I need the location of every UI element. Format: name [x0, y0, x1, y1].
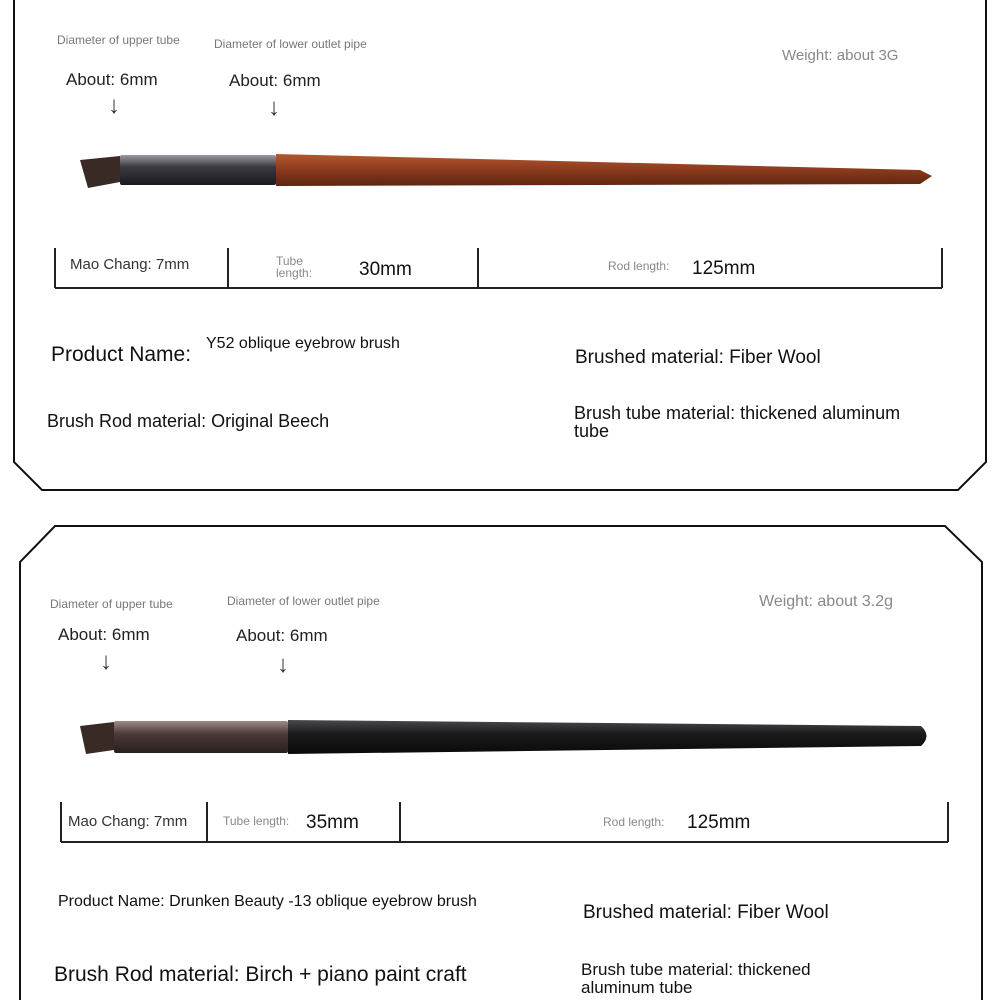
- p2-weight: Weight: about 3.2g: [759, 593, 894, 610]
- brush-2-ferrule: [114, 721, 288, 753]
- p2-rod-length-label: Rod length:: [603, 815, 665, 829]
- brush-2-image: [76, 712, 946, 764]
- p1-lower-pipe-label: Diameter of lower outlet pipe: [214, 37, 367, 51]
- p2-rod-material: Brush Rod material: Birch + piano paint craft: [54, 963, 467, 986]
- p1-tube-material: Brush tube material: thickened aluminum tube: [574, 403, 901, 441]
- panel-2-measure-bar: [61, 802, 948, 842]
- p1-upper-arrow-icon: ↓: [108, 92, 120, 119]
- p1-rod-length-value: 125mm: [692, 258, 756, 279]
- brush-1-image: [70, 140, 940, 200]
- p2-upper-tube-label: Diameter of upper tube: [50, 597, 173, 611]
- p2-mao-chang: Mao Chang: 7mm: [68, 813, 188, 830]
- brush-2-bristles: [80, 722, 114, 754]
- p1-mao-chang: Mao Chang: 7mm: [70, 256, 190, 273]
- p2-tube-length-label: Tube length:: [223, 814, 290, 828]
- p2-lower-pipe-value: About: 6mm: [236, 626, 328, 645]
- p1-brushed-material: Brushed material: Fiber Wool: [575, 347, 821, 368]
- p1-upper-tube-label: Diameter of upper tube: [57, 33, 180, 47]
- brush-1-ferrule: [120, 155, 276, 185]
- brush-1-handle: [276, 154, 932, 186]
- p2-tube-length-value: 35mm: [306, 812, 359, 833]
- brush-1-bristles: [80, 156, 120, 188]
- p2-upper-tube-value: About: 6mm: [58, 625, 150, 644]
- p1-weight: Weight: about 3G: [782, 47, 899, 64]
- brush-2-handle: [288, 720, 927, 754]
- p1-upper-tube-value: About: 6mm: [66, 70, 158, 89]
- p2-upper-arrow-icon: ↓: [100, 648, 112, 675]
- p2-lower-pipe-label: Diameter of lower outlet pipe: [227, 594, 380, 608]
- p1-tube-length-label: Tube length:: [276, 254, 313, 280]
- p2-lower-arrow-icon: ↓: [277, 651, 289, 678]
- p2-brushed-material: Brushed material: Fiber Wool: [583, 902, 829, 923]
- p1-rod-material: Brush Rod material: Original Beech: [47, 411, 330, 431]
- p2-tube-material: Brush tube material: thickened aluminum tube: [581, 960, 811, 997]
- p1-tube-length-value: 30mm: [359, 259, 412, 280]
- p1-lower-arrow-icon: ↓: [268, 94, 280, 121]
- p1-product-name-label: Product Name:: [51, 343, 192, 366]
- p1-rod-length-label: Rod length:: [608, 259, 670, 273]
- p2-product-name: Product Name: Drunken Beauty -13 oblique eyebrow brush: [58, 893, 477, 910]
- p2-rod-length-value: 125mm: [687, 812, 751, 833]
- p1-product-name-value: Y52 oblique eyebrow brush: [206, 335, 400, 352]
- p1-lower-pipe-value: About: 6mm: [229, 71, 321, 90]
